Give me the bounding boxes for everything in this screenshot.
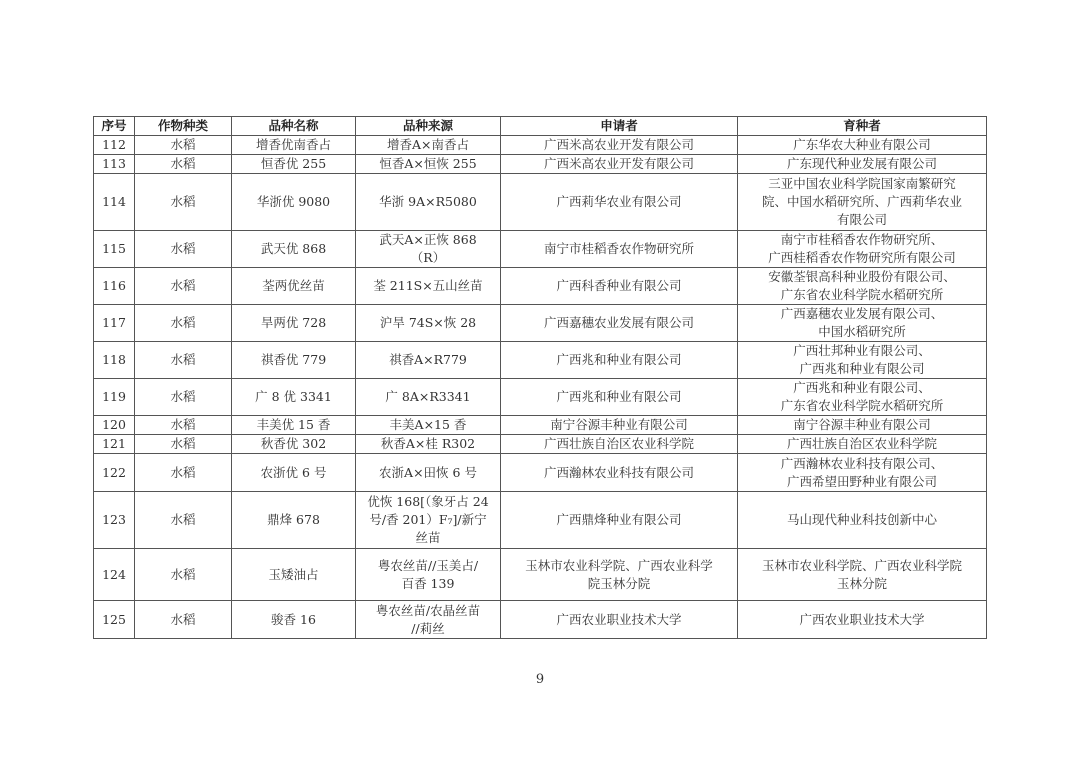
table-row [94,454,987,492]
table-cell: 玉矮油占 [232,549,356,601]
table-cell: 116 [94,268,135,305]
column-header: 序号 [94,117,135,136]
table-cell: 旱两优 728 [232,305,356,342]
table-cell: 骏香 16 [232,601,356,639]
table-cell: 增香A×南香占 [356,136,501,155]
table-cell: 农浙A×田恢 6 号 [356,454,501,492]
table-row [94,379,987,416]
table-row [94,174,987,231]
table-cell: 安徽荃银高科种业股份有限公司、 广东省农业科学院水稻研究所 [738,268,987,305]
header-row [94,117,987,136]
table-cell: 水稻 [135,492,232,549]
column-header: 作物种类 [135,117,232,136]
table-cell: 祺香A×R779 [356,342,501,379]
table-row [94,136,987,155]
table-row [94,435,987,454]
table-cell: 114 [94,174,135,231]
table-cell: 广西兆和种业有限公司 [501,379,738,416]
table-cell: 荃两优丝苗 [232,268,356,305]
table-cell: 优恢 168[（象牙占 24 号/香 201）F₇]/新宁 丝苗 [356,492,501,549]
table-cell: 121 [94,435,135,454]
table-cell: 广西兆和种业有限公司 [501,342,738,379]
table-row [94,416,987,435]
table-row [94,155,987,174]
table-cell: 118 [94,342,135,379]
table-row [94,549,987,601]
table-cell: 117 [94,305,135,342]
table-cell: 水稻 [135,136,232,155]
table-cell: 广西农业职业技术大学 [501,601,738,639]
table-cell: 125 [94,601,135,639]
table-cell: 水稻 [135,305,232,342]
table-cell: 广西鼎烽种业有限公司 [501,492,738,549]
table-cell: 115 [94,231,135,268]
table-cell: 水稻 [135,174,232,231]
table-cell: 农浙优 6 号 [232,454,356,492]
table-row [94,231,987,268]
table-cell: 水稻 [135,268,232,305]
table-row [94,268,987,305]
table-cell: 荃 211S×五山丝苗 [356,268,501,305]
column-header: 育种者 [738,117,987,136]
table-cell: 120 [94,416,135,435]
column-header: 申请者 [501,117,738,136]
table-cell: 南宁谷源丰种业有限公司 [738,416,987,435]
column-header: 品种来源 [356,117,501,136]
table-cell: 鼎烽 678 [232,492,356,549]
table-cell: 水稻 [135,549,232,601]
table-cell: 广西米高农业开发有限公司 [501,136,738,155]
table-cell: 广西米高农业开发有限公司 [501,155,738,174]
table-cell: 112 [94,136,135,155]
table-row [94,492,987,549]
table-cell: 丰美优 15 香 [232,416,356,435]
table-cell: 广西科香种业有限公司 [501,268,738,305]
table-cell: 玉林市农业科学院、广西农业科学 院玉林分院 [501,549,738,601]
table-cell: 水稻 [135,454,232,492]
table-cell: 广 8A×R3341 [356,379,501,416]
table-cell: 华浙优 9080 [232,174,356,231]
table-cell: 广东现代种业发展有限公司 [738,155,987,174]
table-cell: 武天A×正恢 868 （R） [356,231,501,268]
table-cell: 123 [94,492,135,549]
table-cell: 华浙 9A×R5080 [356,174,501,231]
table-cell: 祺香优 779 [232,342,356,379]
table-cell: 广西壮族自治区农业科学院 [501,435,738,454]
table-cell: 南宁谷源丰种业有限公司 [501,416,738,435]
table-cell: 水稻 [135,231,232,268]
table-cell: 秋香A×桂 R302 [356,435,501,454]
table-cell: 广西嘉穗农业发展有限公司、 中国水稻研究所 [738,305,987,342]
table-cell: 广西瀚林农业科技有限公司 [501,454,738,492]
table-cell: 广西壮族自治区农业科学院 [738,435,987,454]
table-cell: 南宁市桂稻香农作物研究所、 广西桂稻香农作物研究所有限公司 [738,231,987,268]
table-cell: 恒香优 255 [232,155,356,174]
table-row [94,305,987,342]
table-cell: 广西农业职业技术大学 [738,601,987,639]
column-header: 品种名称 [232,117,356,136]
table-cell: 水稻 [135,435,232,454]
table-cell: 广西莉华农业有限公司 [501,174,738,231]
table-cell: 广西嘉穗农业发展有限公司 [501,305,738,342]
table-cell: 武天优 868 [232,231,356,268]
table-cell: 水稻 [135,601,232,639]
table-cell: 122 [94,454,135,492]
table-cell: 水稻 [135,416,232,435]
table-cell: 广 8 优 3341 [232,379,356,416]
table-cell: 丰美A×15 香 [356,416,501,435]
table-cell: 马山现代种业科技创新中心 [738,492,987,549]
table-row [94,342,987,379]
table-cell: 三亚中国农业科学院国家南繁研究 院、中国水稻研究所、广西莉华农业 有限公司 [738,174,987,231]
table-cell: 水稻 [135,342,232,379]
table-cell: 南宁市桂稻香农作物研究所 [501,231,738,268]
table-cell: 广西兆和种业有限公司、 广东省农业科学院水稻研究所 [738,379,987,416]
table-cell: 水稻 [135,155,232,174]
table-cell: 广西壮邦种业有限公司、 广西兆和种业有限公司 [738,342,987,379]
table-cell: 秋香优 302 [232,435,356,454]
page-number: 9 [535,672,545,687]
table-cell: 119 [94,379,135,416]
variety-table [93,116,987,639]
table-row [94,601,987,639]
table-cell: 沪旱 74S×恢 28 [356,305,501,342]
table-cell: 粤农丝苗//玉美占/ 百香 139 [356,549,501,601]
table-cell: 广东华农大种业有限公司 [738,136,987,155]
table-cell: 恒香A×恒恢 255 [356,155,501,174]
table-cell: 广西瀚林农业科技有限公司、 广西希望田野种业有限公司 [738,454,987,492]
table-cell: 增香优南香占 [232,136,356,155]
table-cell: 124 [94,549,135,601]
table-cell: 水稻 [135,379,232,416]
table-cell: 粤农丝苗/农晶丝苗 //莉丝 [356,601,501,639]
table-cell: 113 [94,155,135,174]
table-cell: 玉林市农业科学院、广西农业科学院 玉林分院 [738,549,987,601]
